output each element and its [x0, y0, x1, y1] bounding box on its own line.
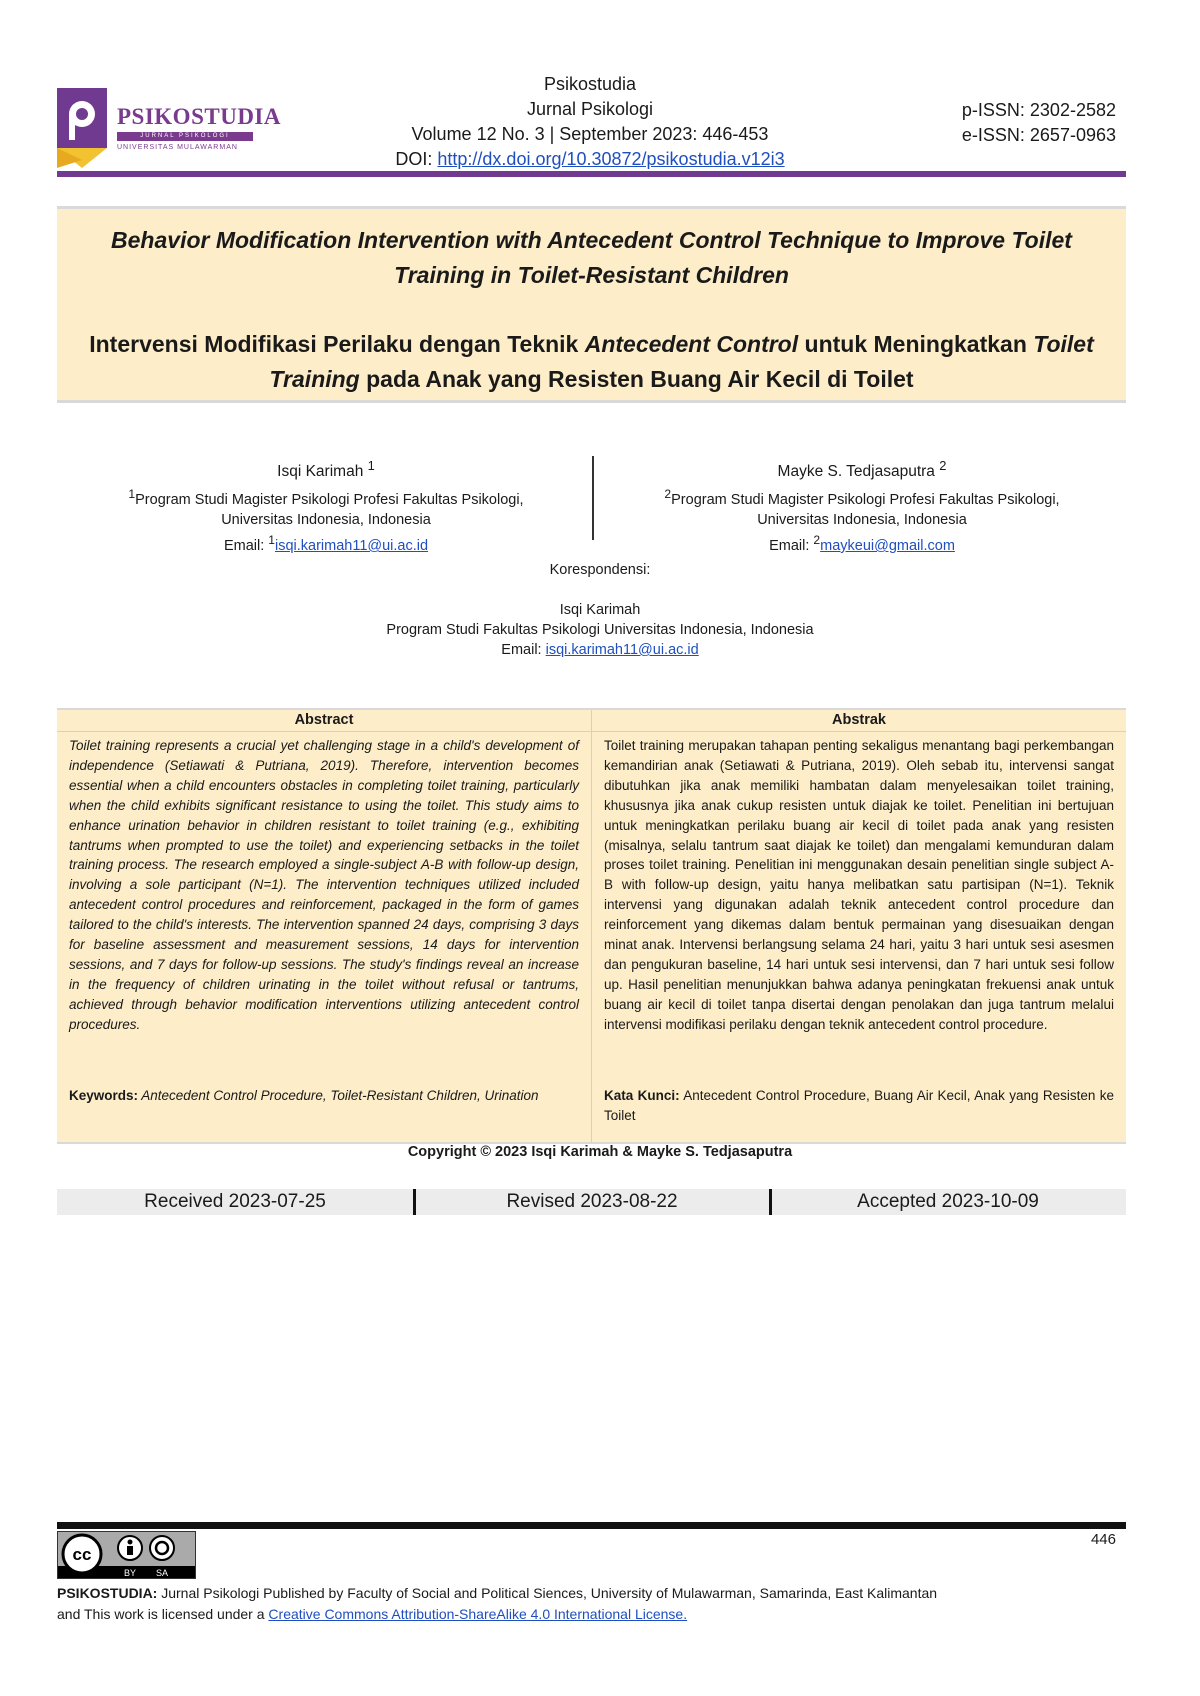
license-link[interactable]: Creative Commons Attribution-ShareAlike 4.0 International License. [268, 1606, 688, 1622]
logo-name: PSIKOSTUDIA [117, 104, 281, 129]
abstract-indonesian [592, 710, 1126, 1142]
correspondence-block [300, 560, 900, 660]
author-block [652, 456, 1072, 556]
correspondence-email-link[interactable]: isqi.karimah11@ui.ac.id [545, 642, 699, 658]
author-affiliation-line2: Universitas Indonesia, Indonesia [757, 511, 967, 528]
author-email-link[interactable]: maykeui@gmail.com [820, 537, 955, 554]
cc-license-badge[interactable] [57, 1531, 196, 1579]
author-sup: 2 [939, 458, 947, 473]
article-dates [57, 1189, 1126, 1215]
cc-text: cc [72, 1545, 92, 1564]
correspondence-affiliation: Program Studi Fakultas Psikologi Universitas Indonesia, Indonesia [386, 622, 814, 638]
cc-by-sa-icon [58, 1532, 195, 1578]
cc-sa-text: SA [155, 1568, 169, 1578]
english-title-line2: Training in Toilet-Resistant Children [394, 262, 789, 288]
title-box [57, 206, 1126, 403]
indonesian-title-part: pada Anak yang Resisten Buang Air Kecil di Toilet [359, 366, 914, 392]
date-accepted: Accepted 2023-10-09 [857, 1191, 1039, 1212]
author-affiliation-line2: Universitas Indonesia, Indonesia [221, 511, 431, 528]
author-email-line: Email: $^2$maykeui@gmail.com [769, 532, 955, 554]
journal-logo [57, 88, 281, 168]
indonesian-title-italic: Toilet Training [269, 331, 1094, 392]
abstract-body: Toilet training represents a crucial yet challenging stage in a child's development of independence (Setiawati & Putriana, 2019). Therefore, intervention becomes essential when a child encounters obstacles in completing toilet training, particularly when the child exhibits significant resistance to using the toilet. This study aims to enhance urination behavior in children resistant to toilet training (e.g., exhibiting tantrums when prompted to use the toilet) and experiencing setbacks in the toilet training process. The research employed a single-subject A-B with follow-up design, involving a sole participant (N=1). The intervention techniques utilized included antecedent control procedures and reinforcement, packaged in the form of games tailored to the child's interests. The intervention spanned 24 days, comprising 3 days for baseline assessment and measurement sessions, 14 days for intervention sessions, and 7 days for follow-up sessions. The study's findings reveal an increase in the frequency of children urinating in the toilet without refusal or tantrums, achieved through behavior modification interventions utilizing antecedent control procedures. [69, 738, 579, 1032]
logo-tagline: JURNAL PSIKOLOGI [117, 132, 253, 141]
e-issn: e-ISSN: 2657-0963 [961, 125, 1116, 145]
author-block [116, 456, 536, 556]
page-number: 446 [1090, 1531, 1116, 1548]
indonesian-title-part: Intervensi Modifikasi Perilaku dengan Teknik [89, 331, 585, 357]
psikostudia-logo-icon [57, 88, 107, 168]
doi-link[interactable]: http://dx.doi.org/10.30872/psikostudia.v12i3 [437, 149, 785, 169]
author-email-line: Email: $^1$isqi.karimah11@ui.ac.id [223, 532, 429, 554]
footer-divider [57, 1522, 1126, 1529]
footer-line2: and This work is licensed under a Creative Commons Attribution-ShareAlike 4.0 International License. [57, 1606, 688, 1622]
author-sup: 1 [367, 458, 375, 473]
header-divider [57, 171, 1126, 177]
correspondence-email-line: Email: isqi.karimah11@ui.ac.id [501, 642, 699, 658]
date-received: Received 2023-07-25 [144, 1191, 326, 1212]
abstract-heading: Abstract [57, 710, 591, 732]
indonesian-title-italic: Antecedent Control [584, 331, 799, 357]
author-email-link[interactable]: isqi.karimah11@ui.ac.id [274, 537, 429, 554]
journal-subtitle: Jurnal Psikologi [526, 99, 654, 119]
author-affiliation: $^1$Program Studi Magister Psikologi Profesi Fakultas Psikologi, [128, 487, 524, 508]
english-title [77, 223, 1106, 293]
copyright-notice: Copyright © 2023 Isqi Karimah & Mayke S. Tedjasaputra [407, 1144, 793, 1160]
footer-line1: PSIKOSTUDIA: Jurnal Psikologi Published by Faculty of Social and Political Siences, University of Mulawarman, Samarinda, East Kalimantan [57, 1585, 938, 1601]
journal-title: Psikostudia [543, 74, 637, 94]
abstrak-heading: Abstrak [592, 710, 1126, 732]
cc-by-text: BY [123, 1568, 137, 1578]
abstract-keywords: Keywords: Antecedent Control Procedure, Toilet-Resistant Children, Urination [69, 1088, 539, 1103]
author-name: Isqi Karimah $^1$ [277, 458, 375, 481]
indonesian-title-part: untuk Meningkatkan [798, 331, 1034, 357]
correspondence-name: Isqi Karimah [559, 602, 641, 618]
author-affiliation: $^2$Program Studi Magister Psikologi Profesi Fakultas Psikologi, [664, 487, 1060, 508]
abstrak-keywords: Kata Kunci: Antecedent Control Procedure, Buang Air Kecil, Anak yang Resisten ke Toilet [604, 1088, 1114, 1123]
volume-info: Volume 12 No. 3 | September 2023: 446-453 [411, 124, 769, 144]
p-issn: p-ISSN: 2302-2582 [961, 100, 1116, 120]
abstrak-body: Toilet training merupakan tahapan penting sekaligus menantang bagi perkembangan kemandirian anak (Setiawati & Putriana, 2019). Oleh sebab itu, intervensi sangat dibutuhkan jika anak memiliki hambatan dalam menyelesaikan toilet training, khususnya jika anak cukup resisten untuk diajak ke toilet. Penelitian ini bertujuan untuk meningkatkan perilaku buang air kecil di toilet pada anak yang resisten (misalnya, selalu tantrum saat diajak ke toilet) dan mengalami kemunduran dalam proses toilet training. Penelitian ini menggunakan desain penelitian single subject A-B with follow-up design, yaitu hanya melibatkan satu partisipan (N=1). Teknik intervensi yang digunakan adalah teknik antecedent control procedure dan reinforcement yang dikemas dalam bentuk permainan yang disesuaikan dengan minat anak. Intervensi berlangsung selama 24 hari, yaitu 3 hari untuk sesi asesmen dan pengukuran baseline, 14 hari untuk sesi intervensi, dan 7 hari untuk sesi follow up. Hasil penelitian menunjukkan bahwa adanya peningkatan frekuensi anak untuk buang air kecil di toilet tanpa disertai dengan penolakan dan juga tantrum melalui intervensi modifikasi perilaku dengan teknik antecedent control procedure. [604, 738, 1114, 1032]
doi-line [340, 147, 840, 172]
author-divider [592, 456, 594, 540]
logo-university: UNIVERSITAS MULAWARMAN [117, 144, 238, 151]
author-name: Mayke S. Tedjasaputra $^2$ [777, 458, 947, 481]
correspondence-label: Korespondensi: [549, 562, 651, 578]
doi-label: DOI: [395, 149, 433, 169]
footer-text [57, 1583, 1126, 1625]
english-title-line1: Behavior Modification Intervention with Antecedent Control Technique to Improve Toilet [111, 227, 1072, 253]
indonesian-title [77, 327, 1106, 397]
abstract-english [57, 710, 591, 1142]
journal-info [340, 72, 840, 172]
date-revised: Revised 2023-08-22 [506, 1191, 678, 1212]
issn-info [880, 98, 1116, 148]
abstract-table [57, 708, 1126, 1144]
